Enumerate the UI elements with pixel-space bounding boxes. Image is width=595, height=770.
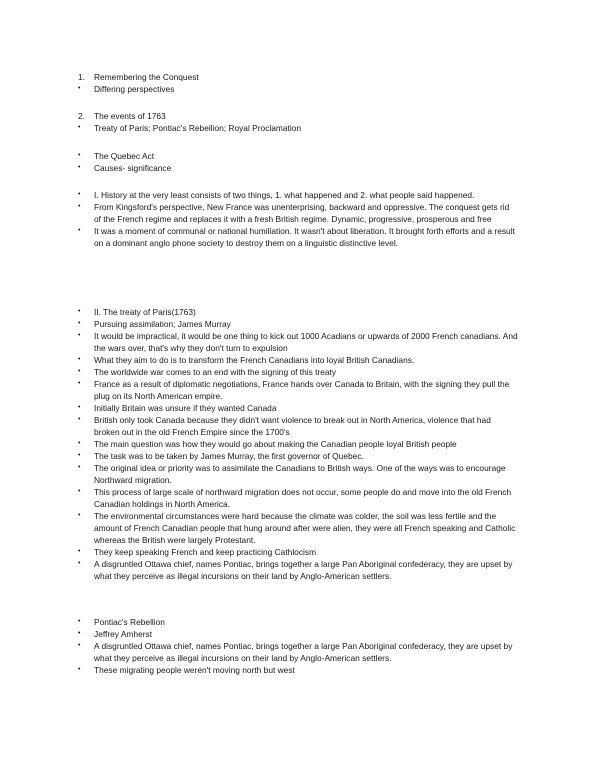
- item-text: The main question was how they would go about making the Canadian people loyal British people: [94, 439, 457, 449]
- bullet-item: [78, 83, 518, 95]
- item-text: British only took Canada because they didn't want violence to break out in North America, violence that had broken out in the old French Empire since the 1700's: [94, 415, 491, 437]
- bullet-item: [78, 450, 518, 462]
- bullet-marker: •: [78, 404, 81, 411]
- bullet-item: [78, 225, 518, 249]
- bullet-marker: •: [78, 368, 81, 375]
- item-text: A disgruntled Ottawa chief, names Pontiac, brings together a large Pan Aboriginal confederacy, they are upset by what they perceive as illegal incursions on their land by Anglo-American settlers.: [94, 559, 513, 581]
- item-text: It was a moment of communal or national humiliation. It wasn't about liberation. It brought forth efforts and a result on a dominant anglo phone society to destroy them on a linguistic distinctive level.: [94, 226, 515, 248]
- item-text: The task was to be taken by James Murray, the first governor of Quebec.: [94, 451, 364, 461]
- bullet-marker: •: [78, 416, 81, 423]
- item-text: Differing perspectives: [94, 84, 175, 94]
- item-text: From Kingsford's perspective, New France was unenterprising, backward and oppressive. The conquest gets rid of the French regime and replaces it with a fresh British regime. Dynamic, progressive, prosperous and free: [94, 202, 510, 224]
- bullet-item: [78, 366, 518, 378]
- item-text: I. History at the very least consists of two things, 1. what happened and 2. what people said happened.: [94, 190, 475, 200]
- item-text: Causes- significance: [94, 163, 172, 173]
- bullet-marker: •: [78, 332, 81, 339]
- bullet-marker: •: [78, 642, 81, 649]
- bullet-item: [78, 378, 518, 402]
- bullet-item: [78, 189, 518, 201]
- bullet-marker: •: [78, 512, 81, 519]
- bullet-item: [78, 201, 518, 225]
- number-marker: 1.: [78, 72, 85, 82]
- bullet-item: [78, 510, 518, 546]
- numbered-item: [78, 110, 518, 122]
- item-text: These migrating people weren't moving north but west: [94, 665, 295, 675]
- bullet-marker: •: [78, 452, 81, 459]
- bullet-item: [78, 486, 518, 510]
- item-text: Jeffrey Amherst: [94, 629, 153, 639]
- item-text: The Quebec Act: [94, 151, 155, 161]
- bullet-marker: •: [78, 308, 81, 315]
- item-text: The events of 1763: [94, 111, 166, 121]
- item-text: The worldwide war comes to an end with the signing of this treaty: [94, 367, 337, 377]
- item-text: A disgruntled Ottawa chief, names Pontiac, brings together a large Pan Aboriginal confederacy, they are upset by what they perceive as illegal incursions on their land by Anglo-American settlers.: [94, 641, 513, 663]
- bullet-item: [78, 664, 518, 676]
- item-text: Treaty of Paris; Pontiac's Rebellion; Royal Proclamation: [94, 123, 302, 133]
- bullet-marker: •: [78, 560, 81, 567]
- item-text: Pontiac's Rebellion: [94, 617, 165, 627]
- item-text: The original idea or priority was to assimilate the Canadians to British ways. One of the ways was to encourage Northward migration.: [94, 463, 506, 485]
- bullet-item: [78, 122, 518, 134]
- bullet-marker: •: [78, 380, 81, 387]
- bullet-item: [78, 150, 518, 162]
- bullet-marker: •: [78, 85, 81, 92]
- bullet-item: [78, 402, 518, 414]
- bullet-item: [78, 438, 518, 450]
- bullet-marker: •: [78, 488, 81, 495]
- notes-section: [78, 150, 518, 174]
- bullet-marker: •: [78, 464, 81, 471]
- notes-section: [78, 71, 518, 95]
- bullet-marker: •: [78, 152, 81, 159]
- notes-section: [78, 616, 518, 676]
- notes-section: [78, 110, 518, 134]
- bullet-marker: •: [78, 356, 81, 363]
- bullet-item: [78, 354, 518, 366]
- item-text: The environmental circumstances were hard because the climate was colder, the soil was less fertile and the amount of French Canadian people that hung around after were alien, they were all French speaking and Catholic whereas the British were largely Protestant.: [94, 511, 516, 545]
- bullet-marker: •: [78, 618, 81, 625]
- bullet-item: [78, 616, 518, 628]
- bullet-item: [78, 318, 518, 330]
- bullet-item: [78, 462, 518, 486]
- item-text: This process of large scale of northward migration does not occur, some people do and move into the old French Canadian holdings in North America.: [94, 487, 512, 509]
- item-text: II. The treaty of Paris(1763): [94, 307, 196, 317]
- bullet-item: [78, 558, 518, 582]
- number-marker: 2.: [78, 111, 85, 121]
- bullet-marker: •: [78, 548, 81, 555]
- bullet-marker: •: [78, 203, 81, 210]
- numbered-item: [78, 71, 518, 83]
- bullet-marker: •: [78, 440, 81, 447]
- item-text: Pursuing assimilation; James Murray: [94, 319, 231, 329]
- bullet-marker: •: [78, 124, 81, 131]
- item-text: What they aim to do is to transform the French Canadians into loyal British Canadians.: [94, 355, 415, 365]
- item-text: France as a result of diplomatic negotiations, France hands over Canada to Britain, with the signing they pull the plug on its North American empire.: [94, 379, 510, 401]
- bullet-item: [78, 306, 518, 318]
- notes-section: [78, 306, 518, 582]
- bullet-item: [78, 162, 518, 174]
- bullet-marker: •: [78, 320, 81, 327]
- item-text: It would be impractical, it would be one thing to kick out 1000 Acadians or upwards of 2000 French canadians. And the wars over, that's why they don't turn to expulsion: [94, 331, 518, 353]
- item-text: Remembering the Conquest: [94, 72, 199, 82]
- bullet-item: [78, 414, 518, 438]
- bullet-item: [78, 546, 518, 558]
- item-text: Initially Britain was unsure if they wanted Canada: [94, 403, 277, 413]
- bullet-marker: •: [78, 227, 81, 234]
- bullet-marker: •: [78, 630, 81, 637]
- item-text: They keep speaking French and keep practicing Cathlocism: [94, 547, 317, 557]
- bullet-marker: •: [78, 666, 81, 673]
- bullet-item: [78, 640, 518, 664]
- bullet-marker: •: [78, 191, 81, 198]
- bullet-item: [78, 330, 518, 354]
- bullet-item: [78, 628, 518, 640]
- notes-section: [78, 189, 518, 249]
- bullet-marker: •: [78, 164, 81, 171]
